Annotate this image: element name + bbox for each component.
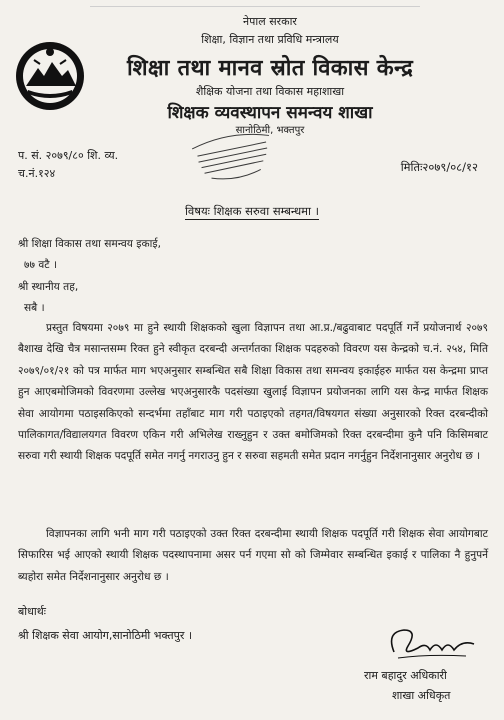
letter-number: प. सं. २०७९/८० शि. व्य. — [18, 149, 119, 162]
subject-text: विषयः शिक्षक सरुवा सम्बन्धमा । — [184, 204, 320, 218]
ministry-name: शिक्षा, विज्ञान तथा प्रविधि मन्त्रालय — [201, 33, 339, 46]
nepal-emblem-icon — [14, 40, 86, 112]
addressee-line: श्री शिक्षा विकास तथा समन्वय इकाई, — [18, 238, 161, 250]
section-name: शिक्षक व्यवस्थापन समन्वय शाखा — [167, 103, 373, 123]
signatory-position: शाखा अधिकृत — [392, 689, 451, 702]
signature-icon — [378, 622, 488, 666]
center-name: शिक्षा तथा मानव स्रोत विकास केन्द्र — [126, 56, 414, 81]
cc-label: बोधार्थः — [18, 605, 46, 618]
cc-item: श्री शिक्षक सेवा आयोग,सानोठिमी भक्तपुर । — [18, 629, 193, 642]
addressee-line: श्री स्थानीय तह, — [18, 280, 79, 293]
addressee-line: ७७ वटै । — [24, 259, 57, 272]
division-name: शैक्षिक योजना तथा विकास महाशाखा — [195, 85, 345, 98]
addressee-line: सबै । — [24, 302, 45, 315]
top-edge — [90, 0, 420, 7]
office-stamp-icon — [188, 132, 278, 180]
body-paragraph-1: प्रस्तुत विषयमा २०७९ मा हुने स्थायी शिक्षकको खुला विज्ञापन तथा आ.प्र./बढुवाबाट पदपूर्ति गर्ने प्रयोजनार्थ २०७९ बैशाख देखि चैत्र मसान्तसम्म रिक्त हुने स्वीकृत दरबन्दी अन्तर्गतका शिक्षक पदहरुको विवरण यस केन्द्रको च.नं. २५४, मिति २०७९/०१/२१ को पत्र मार्फत माग भएअनुसार सम्बन्धित सबै शिक्षा विकास तथा समन्वय इकाईहरु मार्फत यस केन्द्रमा प्राप्त हुन आएबमोजिमको विवरणमा उल्लेख भएअनुसारकै पदसंख्या खुलाई विज्ञापन प्रयोजनका लागि यस केन्द्र मार्फत शिक्षक सेवा आयोगमा पठाइसकिएको सन्दर्भमा तहाँबाट माग गरी पठाइएको तहगत/विषयगत संख्या अनुसारको रिक्त दरबन्दीको पालिकागत/विद्यालयगत विवरण एकिन गरी अभिलेख राख्नुहुन र उक्त बमोजिमको रिक्त दरबन्दीमा कुनै पनि किसिमबाट सरुवा गरी स्थायी शिक्षक पदपूर्ति समेत नगर्नु नगराउनु हुन र सरुवा सहमती समेत प्रदान नगर्नुहुन निर्देशनानुसार अनुरोध छ । — [18, 322, 488, 463]
government-name: नेपाल सरकार — [243, 15, 297, 28]
office-address: सानोठिमी, भक्तपुर — [235, 125, 305, 136]
signatory-name: राम बहादुर अधिकारी — [364, 669, 447, 682]
body-paragraph-2: विज्ञापनका लागि भनी माग गरी पठाइएको उक्त रिक्त दरबन्दीमा स्थायी शिक्षक पदपूर्ति गरी शिक्षक सेवा आयोगबाट सिफारिस भई आएको स्थायी शिक्षक पदस्थापनामा असर पर्न गएमा सो को जिम्मेवार सम्बन्धित इकाई र पालिका नै हुनुपर्ने ब्यहोरा समेत निर्देशनानुसार अनुरोध छ । — [18, 528, 488, 583]
subject-line — [0, 204, 504, 219]
letter-date: मितिः२०७९/०८/१२ — [400, 160, 478, 174]
dispatch-number: च.नं.१२४ — [18, 167, 56, 180]
addressee-block — [18, 234, 488, 320]
